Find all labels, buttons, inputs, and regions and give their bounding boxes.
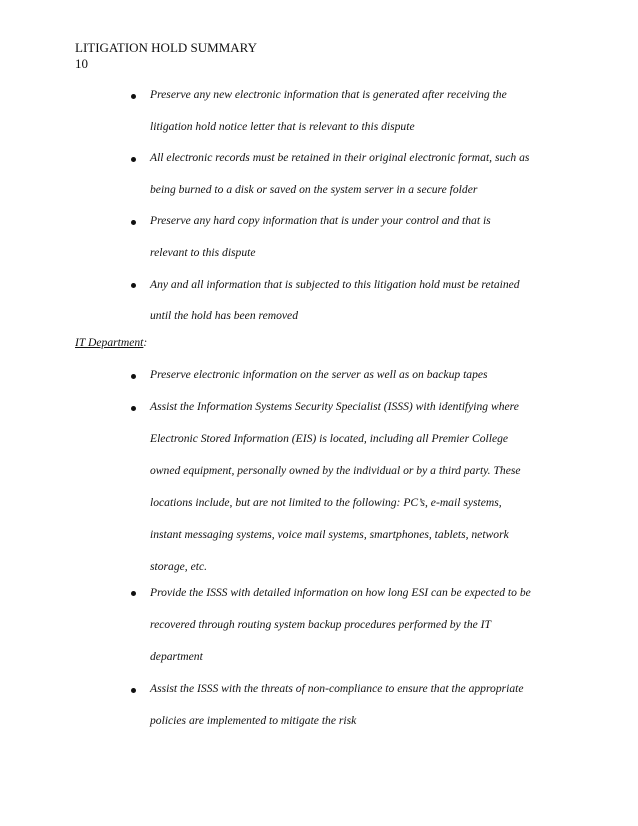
bullet-icon <box>131 374 136 379</box>
list-item-line: policies are implemented to mitigate the risk <box>150 714 357 727</box>
list-item-line: Provide the ISSS with detailed information on how long ESI can be expected to be <box>150 586 531 599</box>
header-title: LITIGATION HOLD SUMMARY <box>75 40 257 55</box>
page-number: 10 <box>75 55 88 71</box>
list-item-line: recovered through routing system backup procedures performed by the IT <box>150 618 491 631</box>
list-item-line: storage, etc. <box>150 560 207 573</box>
list-item-line: department <box>150 650 203 663</box>
list-item-line: Preserve any new electronic information that is generated after receiving the <box>150 88 507 101</box>
bullet-icon <box>131 283 136 288</box>
list-item-line: until the hold has been removed <box>150 309 299 323</box>
list-item-line: Preserve electronic information on the server as well as on backup tapes <box>150 368 488 381</box>
bullet-icon <box>131 688 136 693</box>
list-item-line: Electronic Stored Information (EIS) is located, including all Premier College <box>150 432 509 445</box>
list-item-line: being burned to a disk or saved on the system server in a secure folder <box>150 182 478 196</box>
bullet-icon <box>131 220 136 225</box>
section-heading-colon: : <box>143 336 148 349</box>
section-heading <box>75 335 147 351</box>
list-item-line: relevant to this dispute <box>150 246 256 259</box>
list-item-line: locations include, but are not limited to the following: PC’s, e-mail systems, <box>150 496 502 509</box>
list-item-line: Assist the Information Systems Security Specialist (ISSS) with identifying where <box>150 400 519 413</box>
bullet-icon <box>131 157 136 162</box>
list-item-line: instant messaging systems, voice mail systems, smartphones, tablets, network <box>150 528 509 541</box>
list-item-line: Assist the ISSS with the threats of non-compliance to ensure that the appropriate <box>150 682 524 695</box>
list-item-line: All electronic records must be retained in their original electronic format, such as <box>150 151 530 165</box>
bullet-icon <box>131 406 136 411</box>
list-item-line: Any and all information that is subjected to this litigation hold must be retained <box>150 277 520 291</box>
list-item-line: litigation hold notice letter that is relevant to this dispute <box>150 119 415 133</box>
bullet-icon <box>131 94 136 99</box>
running-header <box>75 40 257 71</box>
bullet-icon <box>131 591 136 596</box>
list-item-line: Preserve any hard copy information that is under your control and that is <box>150 214 491 228</box>
list-item-line: owned equipment, personally owned by the individual or by a third party. These <box>150 464 521 477</box>
section-heading-text: IT Department <box>75 336 144 349</box>
